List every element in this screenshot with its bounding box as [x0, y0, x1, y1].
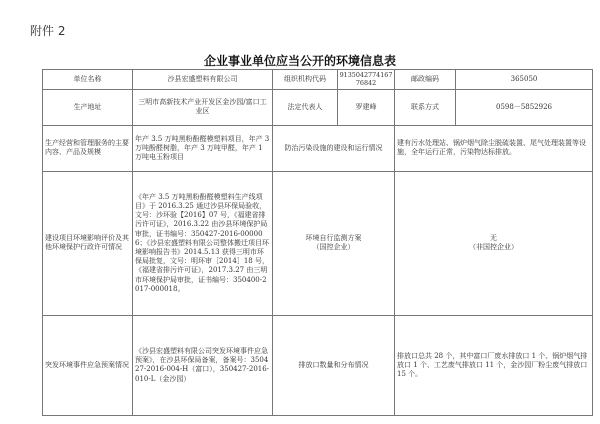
self-monitoring-value: 无 — [490, 234, 497, 243]
emergency-plan-content: 《沙县宏盛塑料有限公司突发环境事件应急预案》，在沙县环保局备案，备案号：350427-2016-004-H（富口），350427-2016-010-L（金沙园） — [133, 315, 273, 415]
contact-label: 联系方式 — [395, 89, 456, 125]
address-label: 生产地址 — [43, 89, 133, 125]
table-row-unit — [43, 70, 593, 90]
self-monitoring-label-cell — [273, 171, 395, 315]
attachment-label: 附件 2 — [30, 24, 66, 38]
postal-code-label: 邮政编码 — [395, 70, 456, 90]
org-code-value: 913504277416776842 — [338, 70, 395, 90]
document-title: 企业事业单位应当公开的环境信息表 — [203, 54, 396, 68]
table-row-business — [43, 125, 593, 171]
outlet-distribution-label: 排放口数量和分布情况 — [273, 315, 395, 415]
environmental-info-table — [42, 69, 593, 416]
self-monitoring-label: 环境自行监测方案 — [305, 234, 362, 243]
eia-label: 建设项目环境影响评价及其他环境保护行政许可情况 — [43, 171, 133, 315]
self-monitoring-value-cell — [395, 171, 593, 315]
legal-rep-value: 罗建峰 — [338, 89, 395, 125]
org-code-label: 组织机构代码 — [273, 70, 338, 90]
address-value: 三明市高新技术产业开发区金沙园/富口工业区 — [133, 89, 273, 125]
table-row-address — [43, 89, 593, 125]
emergency-plan-label: 突发环境事件应急预案情况 — [43, 315, 133, 415]
eia-content: 《年产 3.5 万吨黑粉酚醛模塑料生产线项目》于 2016.3.25 通过沙县环保局验收，文号：沙环验【2016】07 号，《福建省排污许可证》，2016.3.22 由沙县环境保护局审批，证书编号：350427-2016-000006；《沙县宏盛塑料有限公司整体搬迁项目环境影响报告书》2014.5.13 获得三明市环保局批复，文号：明环审［2014］18 号，《福建省排污许可证》，2017.3.27 由三明市环境保护局审批，证书编号：350400-2017-000018。 — [133, 171, 273, 315]
legal-rep-label: 法定代表人 — [273, 89, 338, 125]
pollution-facilities-label: 防治污染设施的建设和运行情况 — [273, 125, 395, 171]
business-label: 生产经营和管理服务的主要内容、产品及规模 — [43, 125, 133, 171]
self-monitoring-sublabel: （国控企业） — [312, 243, 355, 252]
postal-code-value: 365050 — [456, 70, 593, 90]
contact-value: 0598－5852926 — [456, 89, 593, 125]
table-row-emergency — [43, 315, 593, 415]
unit-name-label: 单位名称 — [43, 70, 133, 90]
pollution-facilities-content: 建有污水处理站、锅炉烟气除尘脱硫装置、尾气处理装置等设施，全年运行正常，污染物达标排放。 — [395, 125, 593, 171]
table-row-eia — [43, 171, 593, 315]
self-monitoring-subvalue: （非国控企业） — [469, 243, 518, 252]
unit-name-value: 沙县宏盛塑料有限公司 — [133, 70, 273, 90]
business-content: 年产 3.5 万吨黑粉酚醛模塑料项目，年产 3 万吨酚醛树脂，年产 3 万吨甲醛，年产 1 万吨电玉粉项目 — [133, 125, 273, 171]
outlet-distribution-content: 排放口总共 28 个，其中富口厂废水排放口 1 个、锅炉烟气排放口 1 个、工艺废气排放口 11 个，金沙园厂粉尘废气排放口 15 个。 — [395, 315, 593, 415]
